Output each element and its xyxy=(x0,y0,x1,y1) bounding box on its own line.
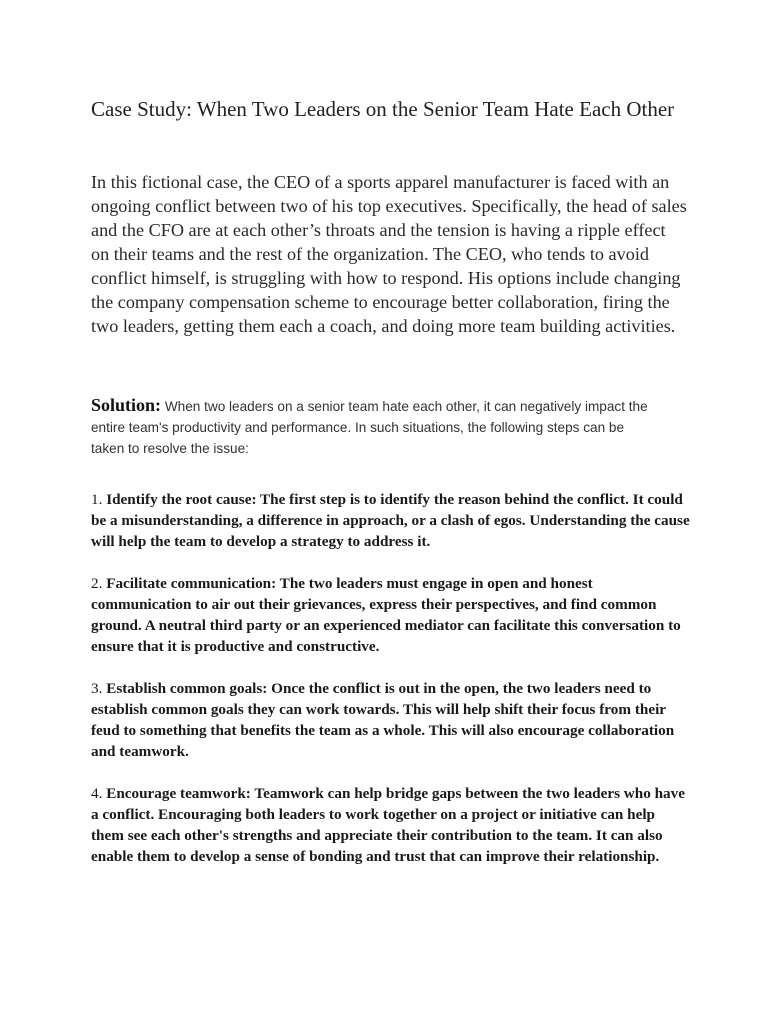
steps-list xyxy=(91,489,691,888)
solution-label: Solution: xyxy=(91,395,162,415)
step-text: Facilitate communication: The two leaders must engage in open and honest communication to air out their grievances, express their perspectives, and find common ground. A neutral third party or an experienced mediator can facilitate this conversation to ensure that it is productive and constructive. xyxy=(91,575,681,655)
step-text: Identify the root cause: The first step is to identify the reason behind the conflict. It could be a misunderstanding, a difference in approach, or a clash of egos. Understanding the cause will help the team to develop a strategy to address it. xyxy=(91,491,690,550)
step-number: 2. xyxy=(91,575,103,592)
document-title: Case Study: When Two Leaders on the Senior Team Hate Each Other xyxy=(91,97,675,121)
solution-paragraph xyxy=(91,395,661,459)
step-item-1 xyxy=(91,489,691,552)
step-number: 4. xyxy=(91,785,103,802)
solution-text: When two leaders on a senior team hate each other, it can negatively impact the entire team's productivity and performance. In such situations, the following steps can be taken to resolve the issue: xyxy=(91,399,648,456)
step-text: Establish common goals: Once the conflict is out in the open, the two leaders need to establish common goals they can work towards. This will help shift their focus from their feud to something that benefits the team as a whole. This will also encourage collaboration and teamwork. xyxy=(91,680,675,760)
step-number: 3. xyxy=(91,680,103,697)
step-item-3 xyxy=(91,678,691,762)
step-number: 1. xyxy=(91,491,103,508)
step-item-4 xyxy=(91,783,691,867)
step-item-2 xyxy=(91,573,691,657)
intro-paragraph: In this fictional case, the CEO of a sports apparel manufacturer is faced with an ongoing conflict between two of his top executives. Specifically, the head of sales and the CFO are at each other’s throats and the tension is having a ripple effect on their teams and the rest of the organization. The CEO, who tends to avoid conflict himself, is struggling with how to respond. His options include changing the company compensation scheme to encourage better collaboration, firing the two leaders, getting them each a coach, and doing more team building activities. xyxy=(91,172,687,336)
step-text: Encourage teamwork: Teamwork can help bridge gaps between the two leaders who have a conflict. Encouraging both leaders to work together on a project or initiative can help them see each other's strengths and appreciate their contribution to the team. It can also enable them to develop a sense of bonding and trust that can improve their relationship. xyxy=(91,785,685,865)
